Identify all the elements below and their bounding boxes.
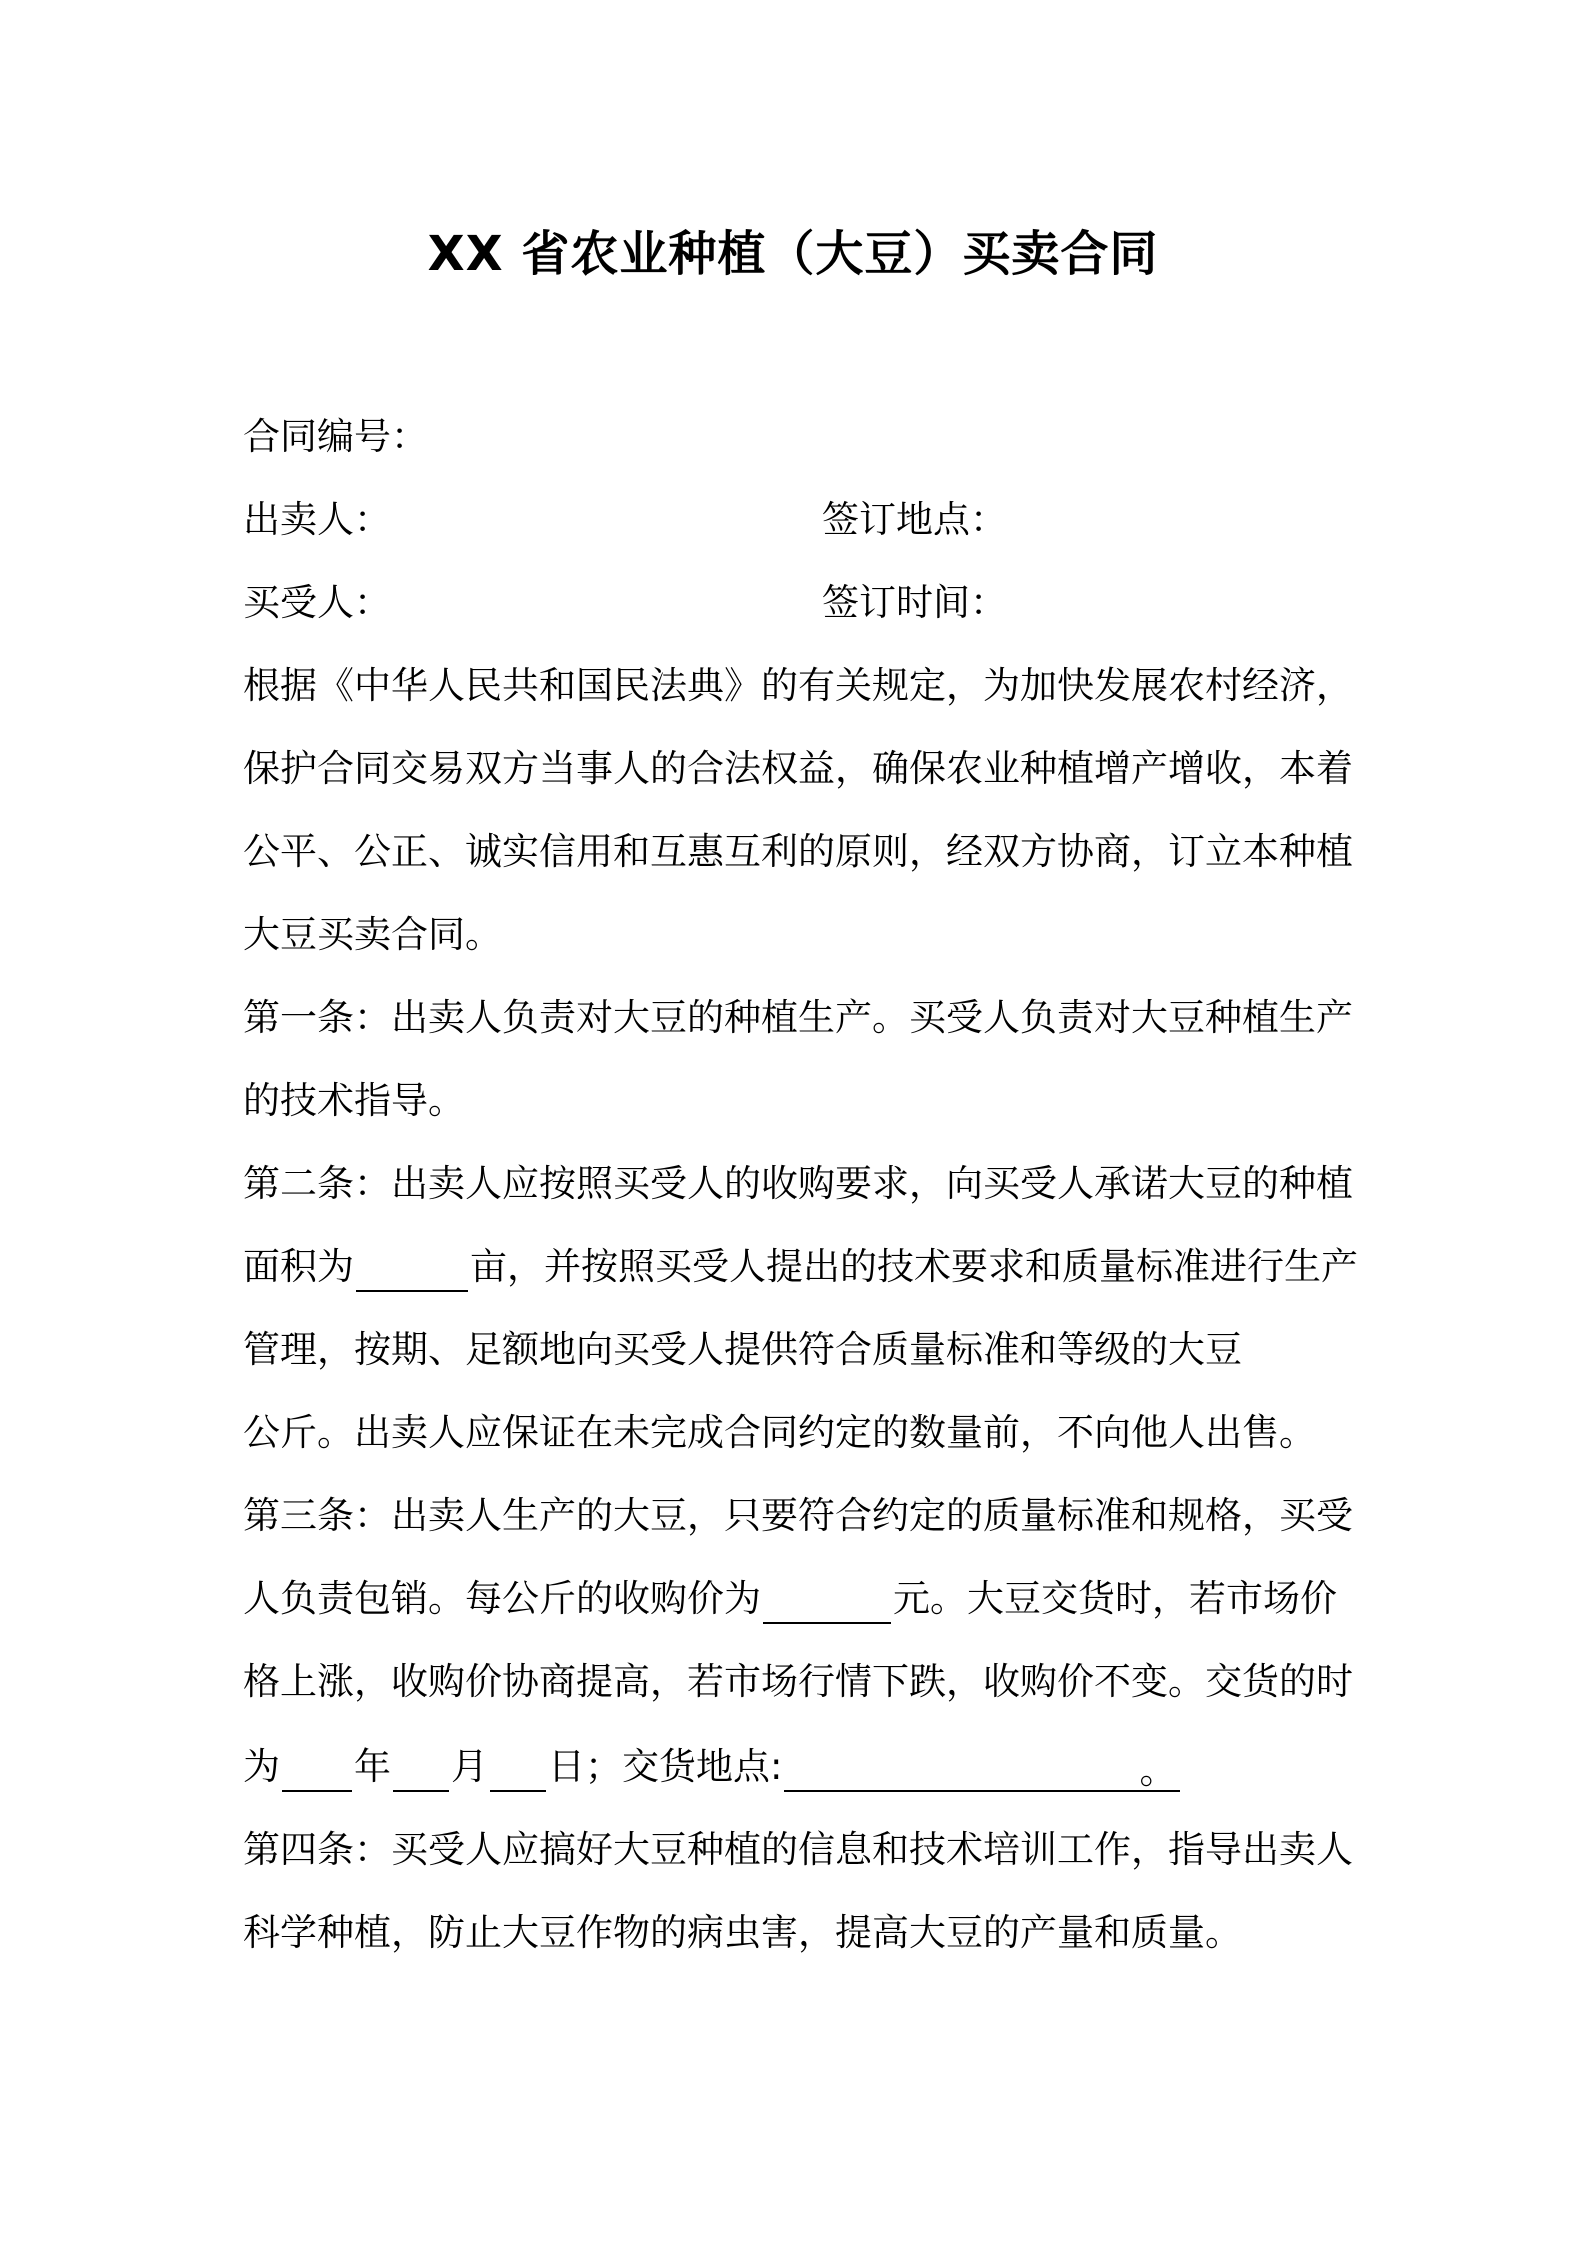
article3-line-4	[243, 1742, 1182, 1792]
article3-price-suffix: 元。大豆交货时，若市场价	[893, 1577, 1337, 1620]
preamble-line-2: 保护合同交易双方当事人的合法权益，确保农业种植增产增收，本着	[243, 747, 1353, 790]
article2-line-1: 第二条：出卖人应按照买受人的收购要求，向买受人承诺大豆的种植	[243, 1162, 1353, 1205]
month-label: 月	[451, 1745, 488, 1788]
preamble-line-3: 公平、公正、诚实信用和互惠互利的原则，经双方协商，订立本种植	[243, 830, 1353, 873]
article2-line-4: 公斤。出卖人应保证在未完成合同约定的数量前，不向他人出售。	[243, 1411, 1316, 1454]
article3-line-3: 格上涨，收购价协商提高，若市场行情下跌，收购价不变。交货的时	[243, 1660, 1353, 1703]
delivery-year-field[interactable]	[282, 1748, 352, 1792]
article3-price-prefix: 人负责包销。每公斤的收购价为	[243, 1577, 761, 1620]
delivery-place-end-mark: 。	[1139, 1749, 1177, 1792]
article1-line-2: 的技术指导。	[243, 1079, 465, 1122]
preamble-line-1: 根据《中华人民共和国民法典》的有关规定，为加快发展农村经济，	[243, 664, 1353, 707]
article1-line-1: 第一条：出卖人负责对大豆的种植生产。买受人负责对大豆种植生产	[243, 996, 1353, 1039]
buyer-label: 买受人：	[243, 581, 391, 624]
article2-area-suffix: 亩，并按照买受人提出的技术要求和质量标准进行生产	[470, 1245, 1358, 1288]
contract-no-label: 合同编号：	[243, 415, 428, 458]
delivery-place-field[interactable]	[784, 1748, 1180, 1792]
preamble-line-4: 大豆买卖合同。	[243, 913, 502, 956]
day-place-label: 日；交货地点:	[548, 1745, 783, 1788]
year-label: 年	[354, 1745, 391, 1788]
article4-line-1: 第四条：买受人应搞好大豆种植的信息和技术培训工作，指导出卖人	[243, 1828, 1353, 1871]
article2-line-2	[243, 1242, 1358, 1292]
sign-place-label: 签订地点：	[822, 498, 1007, 541]
price-blank-field[interactable]	[763, 1580, 891, 1624]
seller-label: 出卖人：	[243, 498, 391, 541]
contract-title: XX 省农业种植（大豆）买卖合同	[427, 226, 1159, 282]
article3-line-2	[243, 1574, 1337, 1624]
delivery-time-prefix: 为	[243, 1745, 280, 1788]
article4-line-2: 科学种植，防止大豆作物的病虫害，提高大豆的产量和质量。	[243, 1911, 1242, 1954]
article3-line-1: 第三条：出卖人生产的大豆，只要符合约定的质量标准和规格，买受	[243, 1494, 1353, 1537]
delivery-month-field[interactable]	[393, 1748, 449, 1792]
delivery-day-field[interactable]	[490, 1748, 546, 1792]
article2-area-prefix: 面积为	[243, 1245, 354, 1288]
area-blank-field[interactable]	[356, 1248, 468, 1292]
sign-time-label: 签订时间：	[822, 581, 1007, 624]
article2-line-3: 管理，按期、足额地向买受人提供符合质量标准和等级的大豆	[243, 1328, 1242, 1371]
